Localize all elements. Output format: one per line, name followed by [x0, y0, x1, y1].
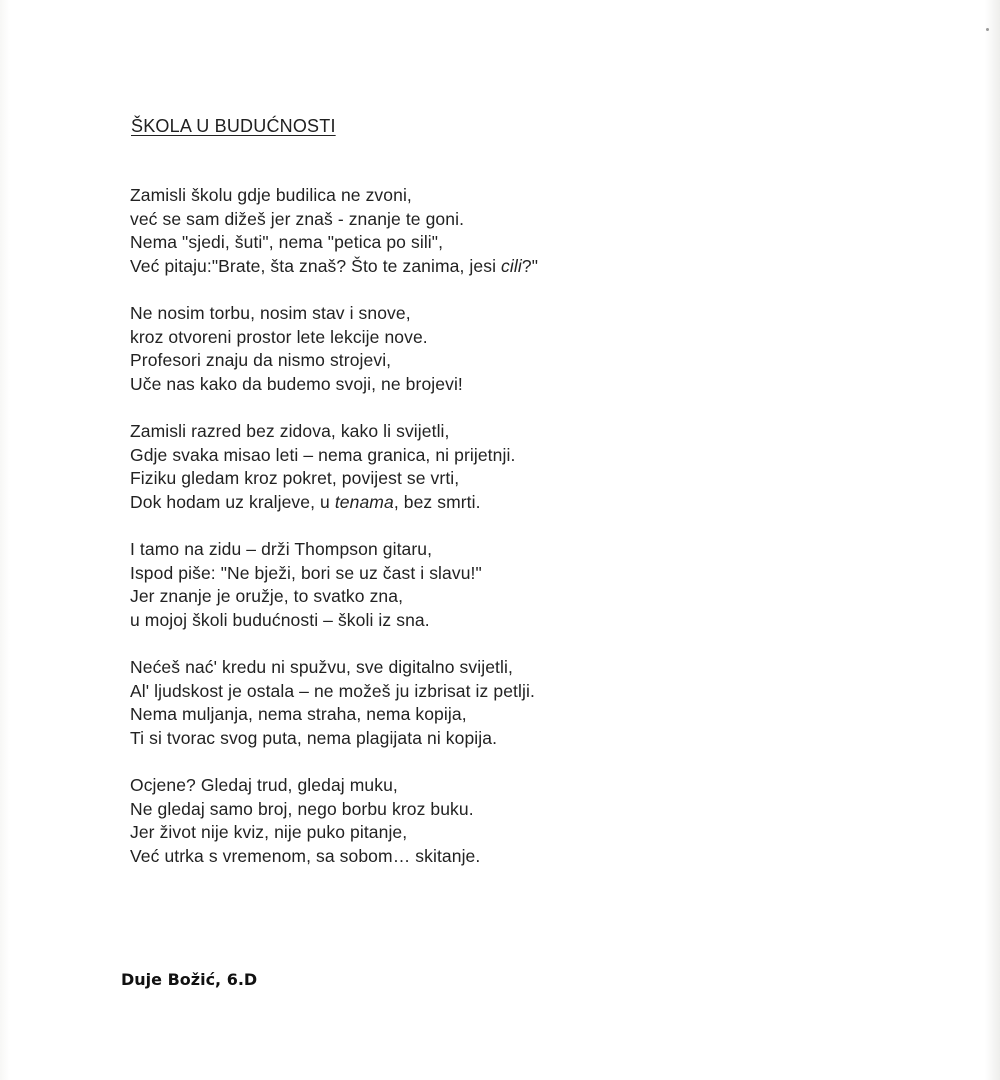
- poem-line-end: ?": [521, 255, 539, 276]
- stanza-3: [130, 420, 690, 514]
- poem-line-text: Dok hodam uz kraljeve, u: [130, 491, 335, 512]
- poem-line: Zamisli razred bez zidova, kako li svijetli,: [130, 421, 450, 441]
- poem-line: I tamo na zidu – drži Thompson gitaru,: [130, 539, 433, 559]
- stanza-5: [130, 656, 690, 750]
- poem-line: [130, 491, 690, 515]
- author-signature: Duje Božić, 6.D: [121, 970, 258, 989]
- poem-line: Gdje svaka misao leti – nema granica, ni prijetnji.: [130, 444, 516, 465]
- poem-line: u mojoj školi budućnosti – školi iz sna.: [130, 609, 430, 630]
- stanza-1: [130, 184, 690, 278]
- poem-line: Nema "sjedi, šuti", nema "petica po sili",: [130, 232, 444, 252]
- poem-line: Ti si tvorac svog puta, nema plagijata ni kopija.: [130, 727, 498, 748]
- poem-line: već se sam dižeš jer znaš - znanje te goni.: [130, 208, 465, 229]
- poem-line: Već utrka s vremenom, sa sobom… skitanje.: [130, 845, 481, 866]
- poem-line: Jer znanje je oružje, to svatko zna,: [130, 586, 404, 606]
- poem-line: Ocjene? Gledaj trud, gledaj muku,: [130, 775, 398, 795]
- poem-line: [130, 255, 690, 279]
- poem-line: Al' ljudskost je ostala – ne možeš ju izbrisat iz petlji.: [130, 680, 535, 701]
- poem-line: Uče nas kako da budemo svoji, ne brojevi!: [130, 373, 463, 394]
- poem-line: Ne nosim torbu, nosim stav i snove,: [130, 303, 411, 323]
- poem-line: kroz otvoreni prostor lete lekcije nove.: [130, 326, 428, 347]
- stanza-6: [130, 774, 690, 868]
- poem-line: Jer život nije kviz, nije puko pitanje,: [130, 822, 408, 842]
- scan-speck: [986, 28, 989, 31]
- poem-line-end: , bez smrti.: [393, 491, 481, 512]
- poem-line-text: Već pitaju:"Brate, šta znaš? Što te zanima, jesi: [130, 255, 502, 276]
- poem-italic-word: tenama: [334, 491, 394, 512]
- poem-line: Zamisli školu gdje budilica ne zvoni,: [130, 185, 412, 205]
- poem-body: [130, 184, 690, 892]
- poem-line: Nećeš nać' kredu ni spužvu, sve digitalno svijetli,: [130, 657, 513, 677]
- poem-italic-word: cili: [501, 255, 522, 276]
- poem-line: Fiziku gledam kroz pokret, povijest se vrti,: [130, 468, 460, 488]
- poem-line: Nema muljanja, nema straha, nema kopija,: [130, 704, 467, 724]
- poem-title: ŠKOLA U BUDUĆNOSTI: [131, 116, 336, 136]
- stanza-4: [130, 538, 690, 632]
- poem-line: Ne gledaj samo broj, nego borbu kroz buku.: [130, 798, 474, 819]
- poem-line: Profesori znaju da nismo strojevi,: [130, 350, 392, 370]
- poem-line: Ispod piše: "Ne bježi, bori se uz čast i slavu!": [130, 562, 482, 583]
- stanza-2: [130, 302, 690, 396]
